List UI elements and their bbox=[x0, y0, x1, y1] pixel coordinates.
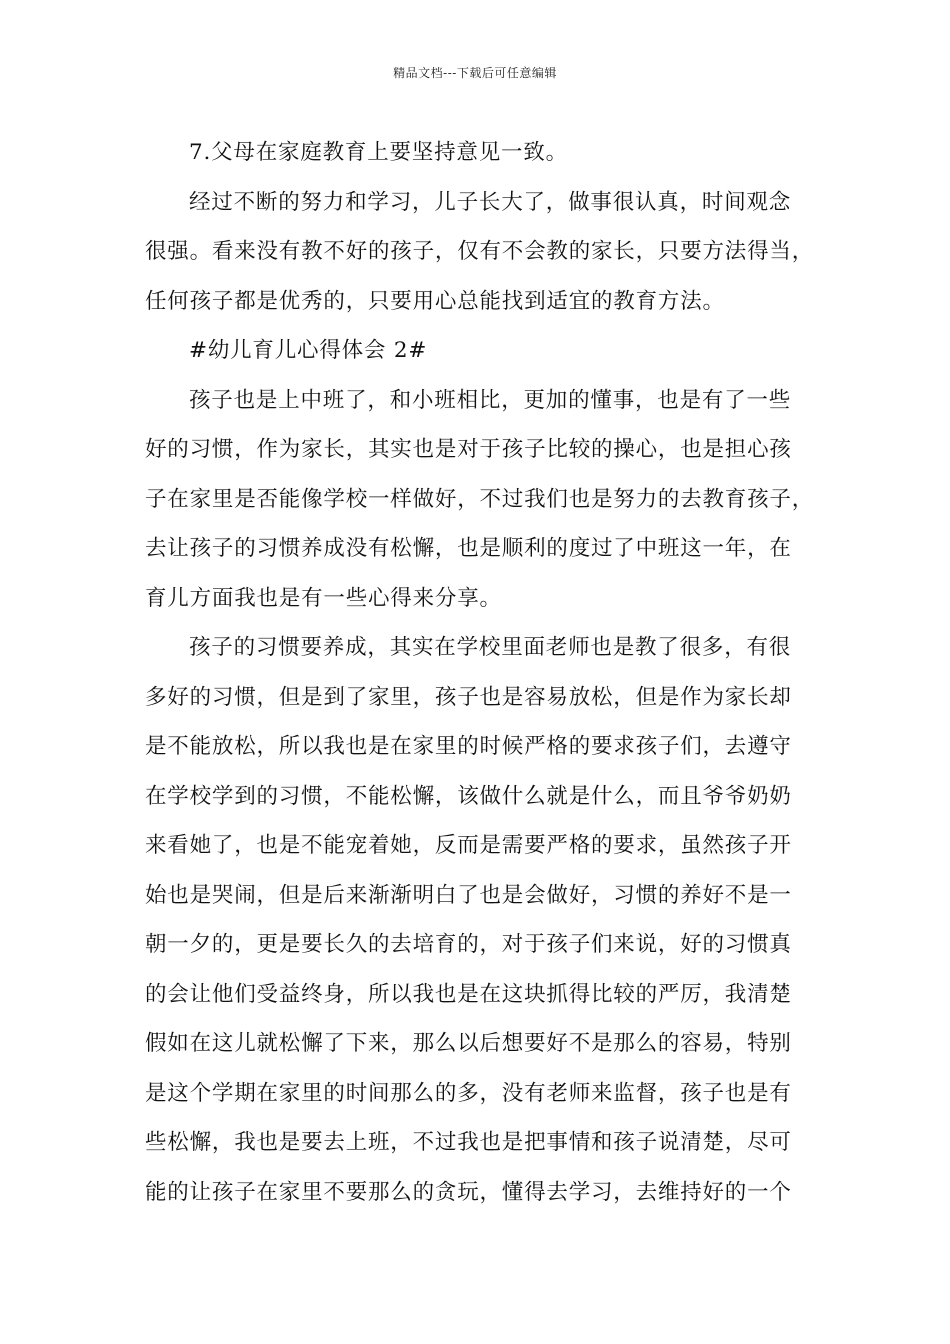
text-line: 朝一夕的，更是要长久的去培育的，对于孩子们来说，好的习惯真 bbox=[145, 932, 792, 957]
text-line: 假如在这儿就松懈了下来，那么以后想要好不是那么的容易，特别 bbox=[145, 1031, 792, 1056]
text-line: 很强。看来没有教不好的孩子，仅有不会教的家长，只要方法得当， bbox=[145, 239, 815, 264]
text-line: 去让孩子的习惯养成没有松懈，也是顺利的度过了中班这一年，在 bbox=[145, 536, 792, 561]
text-line: 始也是哭闹，但是后来渐渐明白了也是会做好，习惯的养好不是一 bbox=[145, 882, 792, 908]
page-header: 精品文档---下载后可任意编辑 bbox=[393, 66, 557, 80]
section-heading: #幼儿育儿心得体会 2# bbox=[189, 338, 428, 363]
text-line: 是这个学期在家里的时间那么的多，没有老师来监督，孩子也是有 bbox=[145, 1080, 792, 1106]
text-line: 孩子的习惯要养成，其实在学校里面老师也是教了很多，有很 bbox=[189, 635, 792, 660]
text-line: 能的让孩子在家里不要那么的贪玩，懂得去学习，去维持好的一个 bbox=[145, 1179, 792, 1205]
text-line: 经过不断的努力和学习，儿子长大了，做事很认真，时间观念 bbox=[189, 189, 792, 215]
text-line: 在学校学到的习惯，不能松懈，该做什么就是什么，而且爷爷奶奶 bbox=[145, 783, 792, 809]
text-line: 子在家里是否能像学校一样做好，不过我们也是努力的去教育孩子， bbox=[145, 486, 815, 512]
text-line: 来看她了，也是不能宠着她，反而是需要严格的要求，虽然孩子开 bbox=[145, 833, 792, 858]
text-line: 育儿方面我也是有一些心得来分享。 bbox=[145, 585, 502, 611]
text-line: 7.父母在家庭教育上要坚持意见一致。 bbox=[189, 140, 568, 165]
text-line: 的会让他们受益终身，所以我也是在这块抓得比较的严厉，我清楚 bbox=[145, 981, 792, 1007]
document-body bbox=[145, 128, 825, 1217]
text-line: 多好的习惯，但是到了家里，孩子也是容易放松，但是作为家长却 bbox=[145, 684, 792, 710]
text-line: 好的习惯，作为家长，其实也是对于孩子比较的操心，也是担心孩 bbox=[145, 437, 792, 462]
text-line: 任何孩子都是优秀的，只要用心总能找到适宜的教育方法。 bbox=[145, 288, 725, 314]
text-line: 孩子也是上中班了，和小班相比，更加的懂事，也是有了一些 bbox=[189, 387, 792, 413]
text-line: 是不能放松，所以我也是在家里的时候严格的要求孩子们，去遵守 bbox=[145, 734, 792, 759]
text-line: 些松懈，我也是要去上班，不过我也是把事情和孩子说清楚，尽可 bbox=[145, 1130, 792, 1155]
